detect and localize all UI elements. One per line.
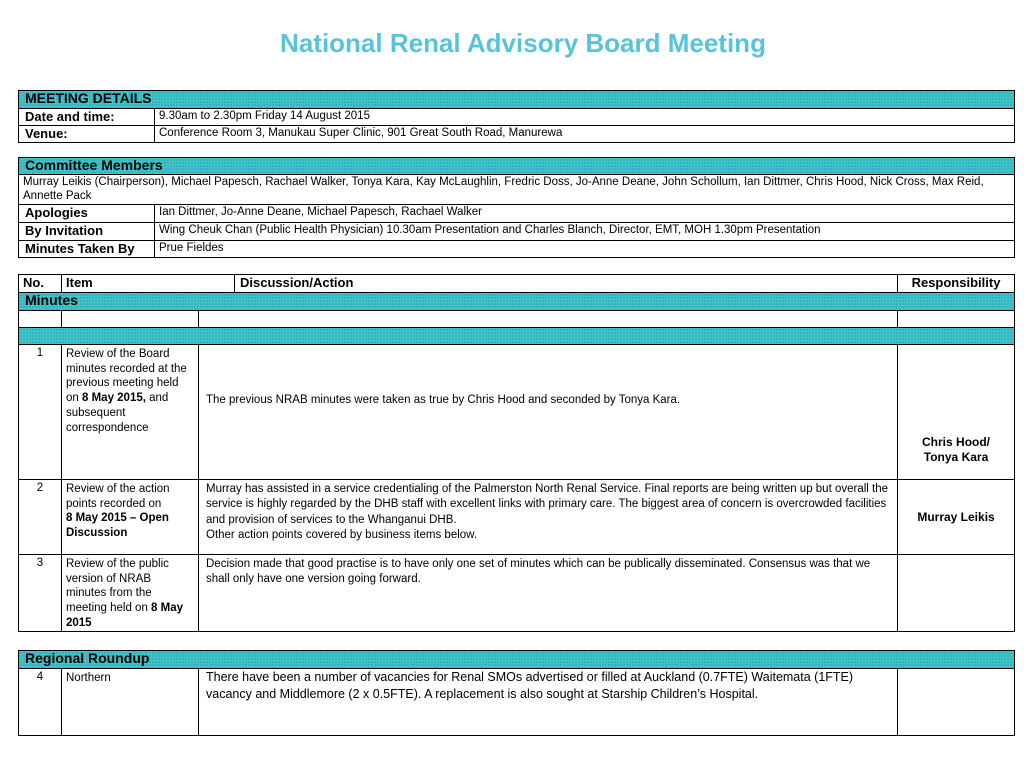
invitation-label: By Invitation xyxy=(19,223,155,241)
row-number: 3 xyxy=(19,555,62,632)
row-responsibility xyxy=(898,669,1015,736)
row-responsibility: Murray Leikis xyxy=(898,480,1015,555)
document-title: National Renal Advisory Board Meeting xyxy=(280,28,766,58)
row-discussion: Decision made that good practise is to have only one set of minutes which can be publically disseminated. Consensus was that we shall only have one version going forward. xyxy=(199,555,898,632)
table-row xyxy=(19,480,1015,555)
venue-label: Venue: xyxy=(19,126,155,143)
column-header-discussion: Discussion/Action xyxy=(235,275,898,293)
table-row xyxy=(19,669,1015,736)
row-item: Review of the public version of NRAB minutes from the meeting held on 8 May 2015 xyxy=(62,555,199,632)
committee-header: Committee Members xyxy=(19,158,1015,175)
committee-table xyxy=(18,157,1015,258)
section-minutes-header: Minutes xyxy=(19,293,1015,311)
row-item: Review of the action points recorded on 8 May 2015 – Open Discussion xyxy=(62,480,199,555)
empty-row xyxy=(19,311,1015,328)
column-header-responsibility: Responsibility xyxy=(898,275,1015,293)
regional-roundup-header: Regional Roundup xyxy=(19,651,1015,669)
row-responsibility xyxy=(898,555,1015,632)
table-row xyxy=(19,345,1015,480)
row-number: 4 xyxy=(19,669,62,736)
regional-roundup-table xyxy=(18,650,1015,736)
committee-members-list: Murray Leikis (Chairperson), Michael Papesch, Rachael Walker, Tonya Kara, Kay McLaughlin, Fredric Doss, Jo-Anne Deane, John Schollum, Ian Dittmer, Chris Hood, Nick Cross, Max Reid, Annette Pack xyxy=(19,175,1015,205)
column-header-no: No. xyxy=(19,275,62,293)
row-discussion: There have been a number of vacancies for Renal SMOs advertised or filled at Auckland (0.7FTE) Waitemata (1FTE) vacancy and Middlemore (2 x 0.5FTE). A replacement is also sought at Starship Children’s Hospital. xyxy=(199,669,898,736)
section-divider-bar xyxy=(19,328,1015,345)
date-label: Date and time: xyxy=(19,109,155,126)
table-row xyxy=(19,555,1015,632)
agenda-table xyxy=(18,274,1015,632)
meeting-details-header: MEETING DETAILS xyxy=(19,91,1015,109)
apologies-value: Ian Dittmer, Jo-Anne Deane, Michael Papesch, Rachael Walker xyxy=(155,205,1015,223)
row-discussion: Murray has assisted in a service credentialing of the Palmerston North Renal Service. Final reports are being written up but overall the service is highly regarded by the DHB staff with excellent links with primary care. The biggest area of concern is overcrowded facilities and provision of services to the Whanganui DHB. Other action points covered by business items below. xyxy=(199,480,898,555)
minutes-taken-label: Minutes Taken By xyxy=(19,241,155,258)
row-item: Northern xyxy=(62,669,199,736)
row-responsibility: Chris Hood/ Tonya Kara xyxy=(898,345,1015,480)
apologies-label: Apologies xyxy=(19,205,155,223)
column-header-item: Item xyxy=(62,275,235,293)
row-number: 2 xyxy=(19,480,62,555)
row-number: 1 xyxy=(19,345,62,480)
invitation-value: Wing Cheuk Chan (Public Health Physician) 10.30am Presentation and Charles Blanch, Director, EMT, MOH 1.30pm Presentation xyxy=(155,223,1015,241)
row-item: Review of the Board minutes recorded at the previous meeting held on 8 May 2015, and subsequent correspondence xyxy=(62,345,199,480)
venue-value: Conference Room 3, Manukau Super Clinic, 901 Great South Road, Manurewa xyxy=(155,126,1015,143)
row-discussion: The previous NRAB minutes were taken as true by Chris Hood and seconded by Tonya Kara. xyxy=(199,345,898,480)
meeting-details-table xyxy=(18,90,1015,143)
minutes-taken-value: Prue Fieldes xyxy=(155,241,1015,258)
date-value: 9.30am to 2.30pm Friday 14 August 2015 xyxy=(155,109,1015,126)
